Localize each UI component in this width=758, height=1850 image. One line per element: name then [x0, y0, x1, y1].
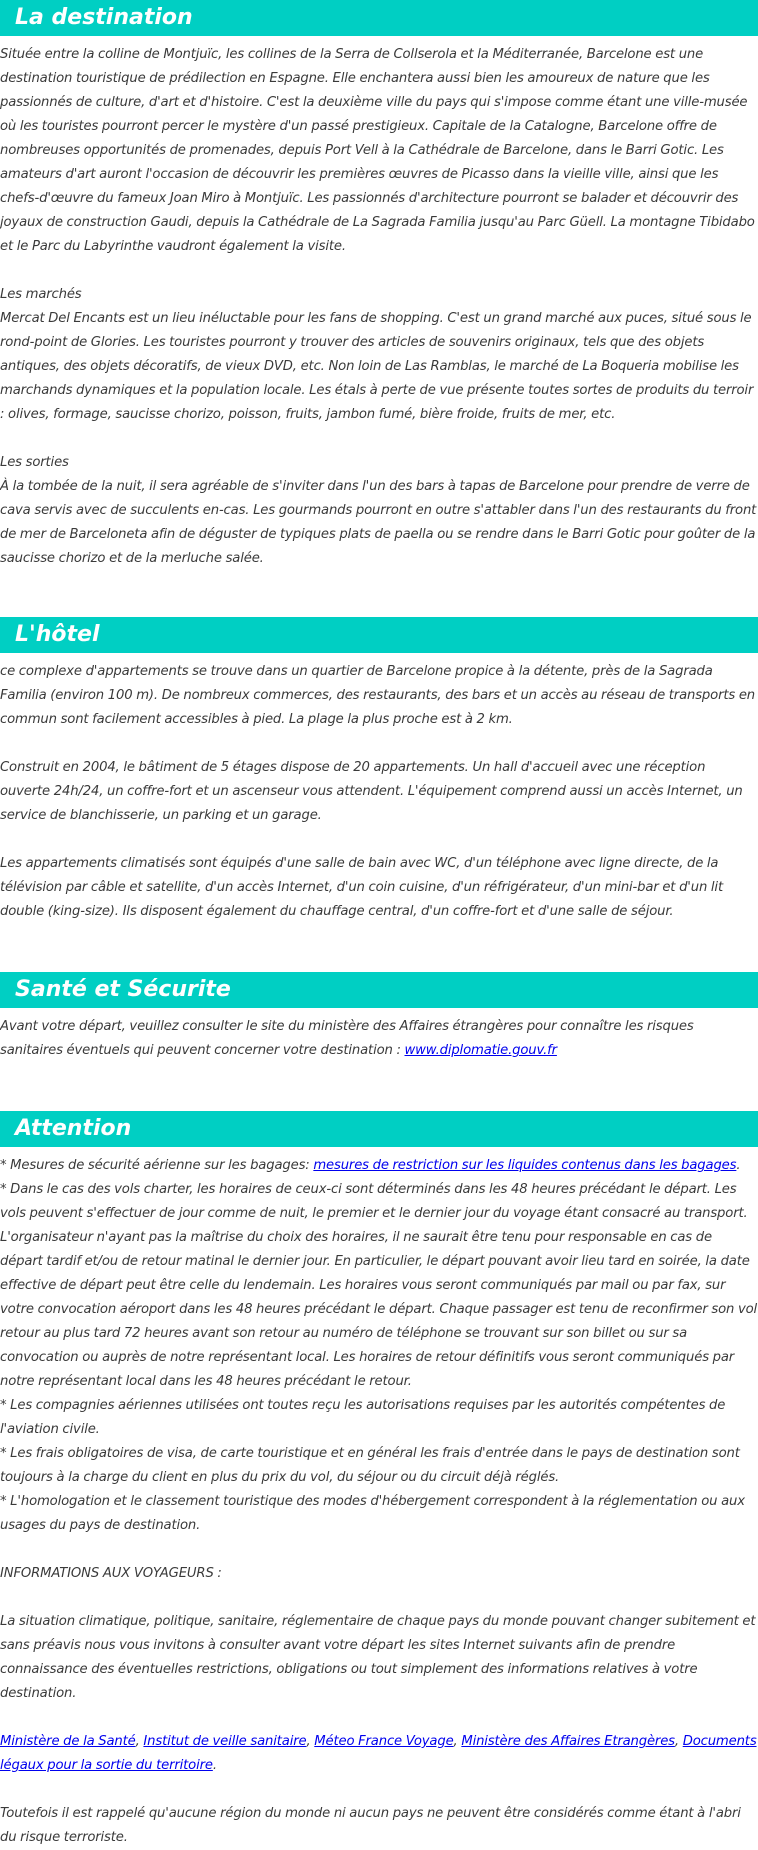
- section-header-destination: La destination: [0, 0, 758, 36]
- attention-bullet-4: * Les frais obligatoires de visa, de carte touristique et en général les frais d'entrée dans le pays de destination sont toujours à la charge du client en plus du prix du vol, du séjour ou du circuit déjà réglés.: [0, 1446, 740, 1485]
- sante-content: [0, 1015, 758, 1063]
- diplomatie-link[interactable]: www.diplomatie.gouv.fr: [404, 1043, 557, 1058]
- spacer: [0, 1778, 758, 1802]
- attention-bullet-3: * Les compagnies aériennes utilisées ont toutes reçu les autorisations requises par les autorités compétentes de l'aviation civile.: [0, 1398, 726, 1437]
- spacer: [0, 1538, 758, 1562]
- link-separator: ,: [135, 1734, 144, 1749]
- info-heading: INFORMATIONS AUX VOYAGEURS :: [0, 1566, 222, 1581]
- hotel-paragraph-2: Construit en 2004, le bâtiment de 5 étages dispose de 20 appartements. Un hall d'accueil avec une réception ouverte 24h/24, un coffre-fort et un ascenseur vous attendent. L'équipement comprend aussi un accès Internet, un service de blanchisserie, un parking et un garage.: [0, 760, 743, 823]
- section-header-sante: Santé et Sécurite: [0, 972, 758, 1008]
- final-warning: Toutefois il est rappelé qu'aucune région du monde ni aucun pays ne peuvent être considérés comme étant à l'abri du risque terroriste.: [0, 1806, 741, 1845]
- spacer: [0, 1706, 758, 1730]
- link-end: .: [212, 1758, 217, 1773]
- attention-bullet-1: [0, 1154, 758, 1178]
- link-ministere-sante[interactable]: Ministère de la Santé: [0, 1734, 136, 1749]
- outings-text: À la tombée de la nuit, il sera agréable de s'inviter dans l'un des bars à tapas de Barcelone pour prendre de verre de cava servis avec de succulents en-cas. Les gourmands pourront en outre s'attabler dans l'un des restaurants du front de mer de Barceloneta afin de déguster de typiques plats de paella ou se rendre dans le Barri Gotic pour goûter de la saucisse chorizo et de la merluche salée.: [0, 479, 757, 566]
- info-links: [0, 1730, 758, 1778]
- bullet-1-suffix: .: [736, 1158, 741, 1173]
- link-separator: ,: [453, 1734, 462, 1749]
- link-meteo-france[interactable]: Méteo France Voyage: [314, 1734, 454, 1749]
- link-separator: ,: [674, 1734, 683, 1749]
- attention-bullet-5: * L'homologation et le classement touristique des modes d'hébergement correspondent à la réglementation ou aux usages du pays de destination.: [0, 1494, 745, 1533]
- outings-heading: Les sorties: [0, 455, 69, 470]
- destination-intro: Située entre la colline de Montjuïc, les collines de la Serra de Collserola et la Méditerranée, Barcelone est une destination touristique de prédilection en Espagne. Elle enchantera aussi bien les amoureux de nature que les passionnés de culture, d'art et d'histoire. C'est la deuxième ville du pays qui s'impose comme étant une ville-musée où les touristes pourront percer le mystère d'un passé prestigieux. Capitale de la Catalogne, Barcelone offre de nombreuses opportunités de promenades, depuis Port Vell à la Cathédrale de Barcelone, dans le Barri Gotic. Les amateurs d'art auront l'occasion de découvrir les premières œuvres de Picasso dans la vieille ville, ainsi que les chefs-d'œuvre du fameux Joan Miro à Montjuïc. Les passionnés d'architecture pourront se balader et découvrir des joyaux de construction Gaudi, depuis la Cathédrale de La Sagrada Familia jusqu'au Parc Güell. La montagne Tibidabo et le Parc du Labyrinthe vaudront également la visite.: [0, 47, 755, 254]
- info-text: La situation climatique, politique, sanitaire, réglementaire de chaque pays du monde pouvant changer subitement et sans préavis nous vous invitons à consulter avant votre départ les sites Internet suivants afin de prendre connaissance des éventuelles restrictions, obligations ou tout simplement des informations relatives à votre destination.: [0, 1614, 756, 1701]
- bullet-1-prefix: * Mesures de sécurité aérienne sur les bagages:: [0, 1158, 314, 1173]
- link-documents-legaux[interactable]: Documents légaux pour la sortie du territoire: [0, 1734, 757, 1773]
- destination-content: [0, 43, 758, 571]
- hotel-paragraph-3: Les appartements climatisés sont équipés d'une salle de bain avec WC, d'un téléphone avec ligne directe, de la télévision par câble et satellite, d'un accès Internet, d'un coin cuisine, d'un réfrigérateur, d'un mini-bar et d'un lit double (king-size). Ils disposent également du chauffage central, d'un coffre-fort et d'une salle de séjour.: [0, 856, 723, 919]
- hotel-paragraph-1: ce complexe d'appartements se trouve dans un quartier de Barcelone propice à la détente, près de la Sagrada Familia (environ 100 m). De nombreux commerces, des restaurants, des bars et un accès au réseau de transports en commun sont facilement accessibles à pied. La plage la plus proche est à 2 km.: [0, 664, 756, 727]
- spacer: [0, 828, 758, 852]
- section-header-attention: Attention: [0, 1111, 758, 1147]
- markets-text: Mercat Del Encants est un lieu inéluctable pour les fans de shopping. C'est un grand marché aux puces, situé sous le rond-point de Glories. Les touristes pourront y trouver des articles de souvenirs originaux, tels que des objets antiques, des objets décoratifs, de vieux DVD, etc. Non loin de Las Ramblas, le marché de La Boqueria mobilise les marchands dynamiques et la population locale. Les étals à perte de vue présente toutes sortes de produits du terroir : olives, formage, saucisse chorizo, poisson, fruits, jambon fumé, bière froide, fruits de mer, etc.: [0, 311, 754, 422]
- spacer: [0, 732, 758, 756]
- link-separator: ,: [306, 1734, 315, 1749]
- liquids-restriction-link[interactable]: mesures de restriction sur les liquides contenus dans les bagages: [313, 1158, 737, 1173]
- attention-bullet-2: * Dans le cas des vols charter, les horaires de ceux-ci sont déterminés dans les 48 heures précédant le départ. Les vols peuvent s'effectuer de jour comme de nuit, le premier et le dernier jour du voyage étant consacré au transport. L'organisateur n'ayant pas la maîtrise du choix des horaires, il ne saurait être tenu pour responsable en cas de départ tardif et/ou de retour matinal le dernier jour. En particulier, le départ pouvant avoir lieu tard en soirée, la date effective de départ peut être celle du lendemain. Les horaires vous seront communiqués par mail ou par fax, sur votre convocation aéroport dans les 48 heures précédant le départ. Chaque passager est tenu de reconfirmer son vol retour au plus tard 72 heures avant son retour au numéro de téléphone se trouvant sur son billet ou sur sa convocation ou auprès de notre représentant local. Les horaires de retour définitifs vous seront communiqués par notre représentant local dans les 48 heures précédant le retour.: [0, 1182, 758, 1389]
- hotel-content: [0, 660, 758, 924]
- link-affaires-etrangeres[interactable]: Ministère des Affaires Etrangères: [461, 1734, 675, 1749]
- link-institut-veille[interactable]: Institut de veille sanitaire: [143, 1734, 307, 1749]
- section-header-hotel: L'hôtel: [0, 617, 758, 653]
- markets-heading: Les marchés: [0, 287, 82, 302]
- sante-text: Avant votre départ, veuillez consulter le site du ministère des Affaires étrangères pour connaître les risques sanitaires éventuels qui peuvent concerner votre destination :: [0, 1019, 694, 1058]
- attention-content: [0, 1154, 758, 1850]
- spacer: [0, 1586, 758, 1610]
- spacer: [0, 427, 758, 451]
- spacer: [0, 259, 758, 283]
